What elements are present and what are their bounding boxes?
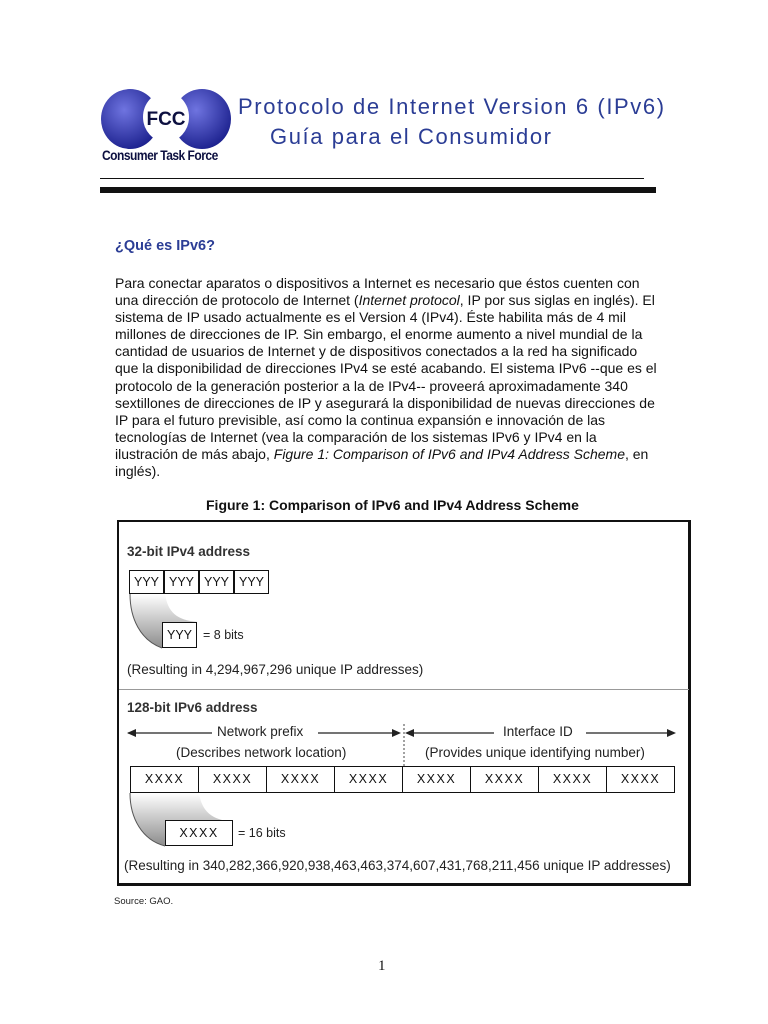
ipv4-octet-3: YYY — [199, 570, 234, 594]
ipv4-octet-4: YYY — [234, 570, 269, 594]
arrowhead-left — [127, 729, 136, 737]
para-italic-1: Internet protocol — [358, 292, 460, 309]
ipv6-group-3: XXXX — [266, 766, 335, 793]
para-text-1: Para conectar aparatos o dispositivos a Internet es necesario que éstos cuenten con una dirección de protocolo de Internet ( — [115, 275, 640, 309]
logo-initials: FCC — [146, 109, 186, 130]
figure-source: Source: GAO. — [114, 896, 174, 907]
para-text-2: , IP por sus siglas en inglés). El sistema de IP usado actualmente es el Version 4 (IPv4). Éste habilita más de 4 mil millones de direcciones de IP. Sin embargo, el enorme aumento a nivel mundial de la cantidad de usuarios de Internet y de dispositivos conectados a la red ha significado que la disponibilidad de direcciones IPv4 se esté acabando. El sistema IPv6 --que es el protocolo de la generación posterior a la de IPv4-- proveerá aproximadamente 340 sextillones de direcciones de IP y asegurará la disponibilidad de nuevas direcciones de IP para el futuro previsible, así como la continua expansión e innovación de las tecnologías de Internet (vea la comparación de los sistemas IPv6 y IPv4 en la ilustración de más abajo, — [115, 292, 657, 462]
ipv6-group-5: XXXX — [402, 766, 471, 793]
ipv4-bits-note: = 8 bits — [203, 628, 244, 642]
ipv4-octet-2: YYY — [164, 570, 199, 594]
interface-id-label: Interface ID — [503, 724, 573, 739]
arrowhead-right-2 — [667, 729, 676, 737]
ipv6-label: 128-bit IPv6 address — [127, 700, 258, 715]
arrowhead-right — [392, 729, 401, 737]
ipv4-zoom-octet: YYY — [162, 622, 197, 648]
ipv6-group-2: XXXX — [198, 766, 267, 793]
para-italic-2: Figure 1: Comparison of IPv6 and IPv4 Address Scheme — [273, 445, 625, 462]
ipv6-zoom-group: XXXX — [165, 820, 233, 846]
ipv6-group-6: XXXX — [470, 766, 539, 793]
ipv6-result: (Resulting in 340,282,366,920,938,463,463,374,607,431,768,211,456 unique IP addresses) — [124, 858, 671, 873]
page-number: 1 — [378, 958, 386, 974]
ipv6-group-7: XXXX — [538, 766, 607, 793]
ipv6-bits-note: = 16 bits — [238, 826, 286, 840]
arrowhead-left-2 — [405, 729, 414, 737]
ipv4-octet-1: YYY — [129, 570, 164, 594]
document-title: Protocolo de Internet Version 6 (IPv6) — [238, 94, 666, 119]
ipv6-group-4: XXXX — [334, 766, 403, 793]
document-subtitle: Guía para el Consumidor — [270, 124, 553, 149]
ipv4-result: (Resulting in 4,294,967,296 unique IP addresses) — [127, 662, 424, 677]
section-heading: ¿Qué es IPv6? — [115, 238, 215, 254]
figure-title: Figure 1: Comparison of IPv6 and IPv4 Address Scheme — [206, 497, 579, 513]
network-prefix-label: Network prefix — [217, 724, 304, 739]
ipv4-label: 32-bit IPv4 address — [127, 544, 251, 559]
para-text-3: , en inglés). — [115, 445, 649, 480]
ipv6-group-1: XXXX — [130, 766, 199, 793]
logo-caption: Consumer Task Force — [102, 147, 218, 163]
network-prefix-desc: (Describes network location) — [176, 745, 347, 760]
interface-id-desc: (Provides unique identifying number) — [425, 745, 645, 760]
ipv6-group-8: XXXX — [606, 766, 675, 793]
